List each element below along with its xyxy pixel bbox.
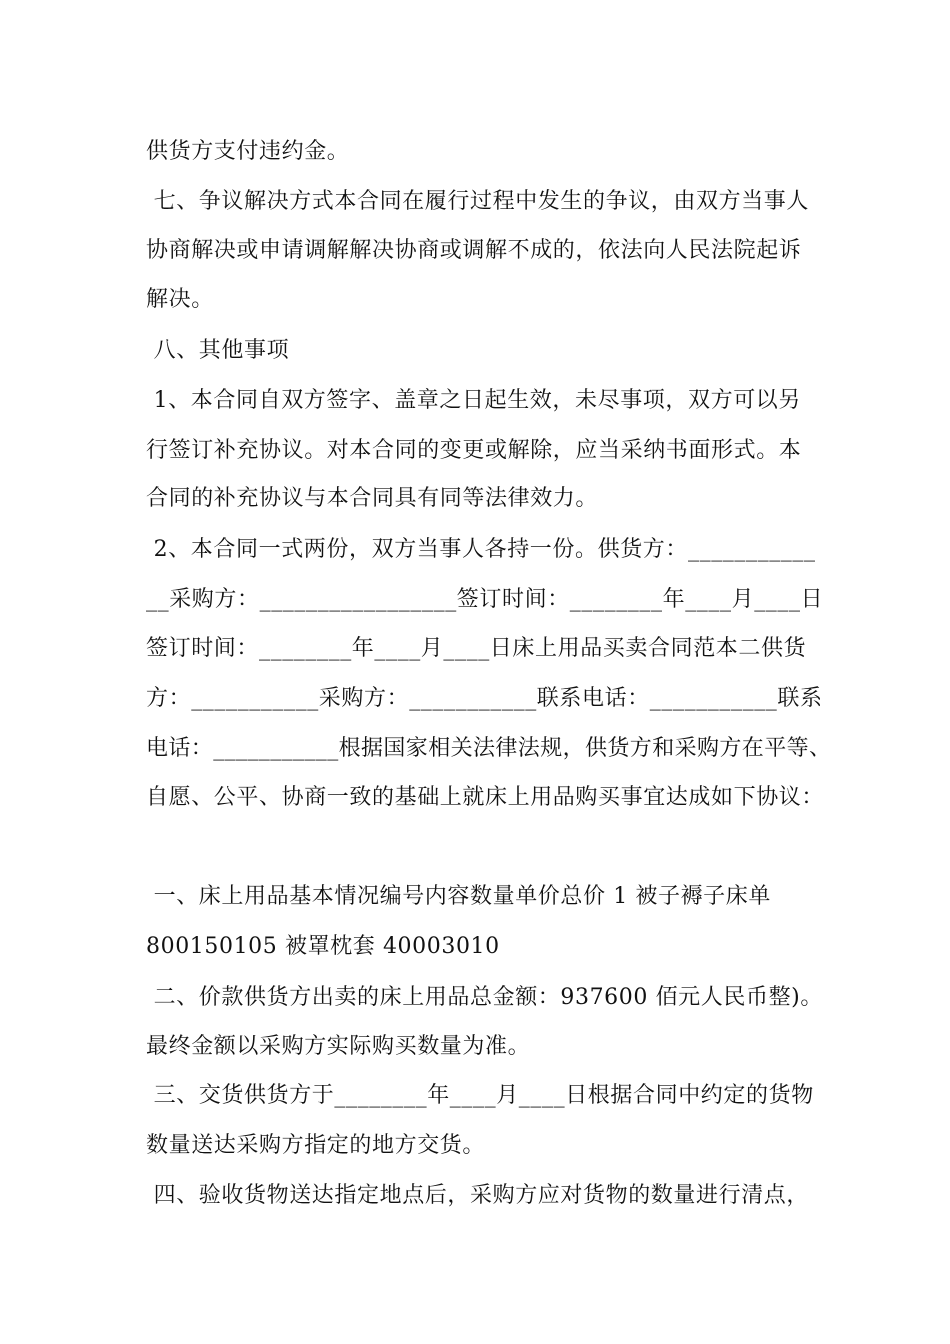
text-line: 800150105 被罩枕套 40003010 <box>146 934 500 959</box>
text-line: 签订时间：________年____月____日床上用品买卖合同范本二供货 <box>146 636 807 661</box>
text-line: 一、床上用品基本情况编号内容数量单价总价 1 被子褥子床单 <box>146 884 771 909</box>
text-line: 电话：___________根据国家相关法律法规，供货方和采购方在平等、 <box>146 736 832 761</box>
text-line: 2、本合同一式两份，双方当事人各持一份。供货方：___________ <box>146 537 816 562</box>
text-line: 七、争议解决方式本合同在履行过程中发生的争议，由双方当事人 <box>146 189 809 214</box>
text-line: 供货方支付违约金。 <box>146 139 350 164</box>
text-line: 二、价款供货方出卖的床上用品总金额：937600 佰元人民币整)。 <box>146 985 823 1010</box>
text-line: 协商解决或申请调解解决协商或调解不成的，依法向人民法院起诉 <box>146 238 802 263</box>
text-line: 最终金额以采购方实际购买数量为准。 <box>146 1034 531 1059</box>
text-line: 三、交货供货方于________年____月____日根据合同中约定的货物 <box>146 1083 814 1108</box>
text-line: 解决。 <box>146 287 214 312</box>
text-line: 行签订补充协议。对本合同的变更或解除，应当采纳书面形式。本 <box>146 438 802 463</box>
text-line: 数量送达采购方指定的地方交货。 <box>146 1133 486 1158</box>
text-line: 四、验收货物送达指定地点后，采购方应对货物的数量进行清点， <box>146 1183 809 1208</box>
text-line: 八、其他事项 <box>146 338 290 363</box>
text-line: __采购方：_________________签订时间：________年____月____日 <box>146 587 824 612</box>
text-line: 1、本合同自双方签字、盖章之日起生效，未尽事项，双方可以另 <box>146 388 801 413</box>
text-line: 合同的补充协议与本合同具有同等法律效力。 <box>146 486 599 511</box>
text-line: 自愿、公平、协商一致的基础上就床上用品购买事宜达成如下协议： <box>146 785 825 810</box>
text-line: 方：___________采购方：___________联系电话：___________联系 <box>146 686 823 711</box>
